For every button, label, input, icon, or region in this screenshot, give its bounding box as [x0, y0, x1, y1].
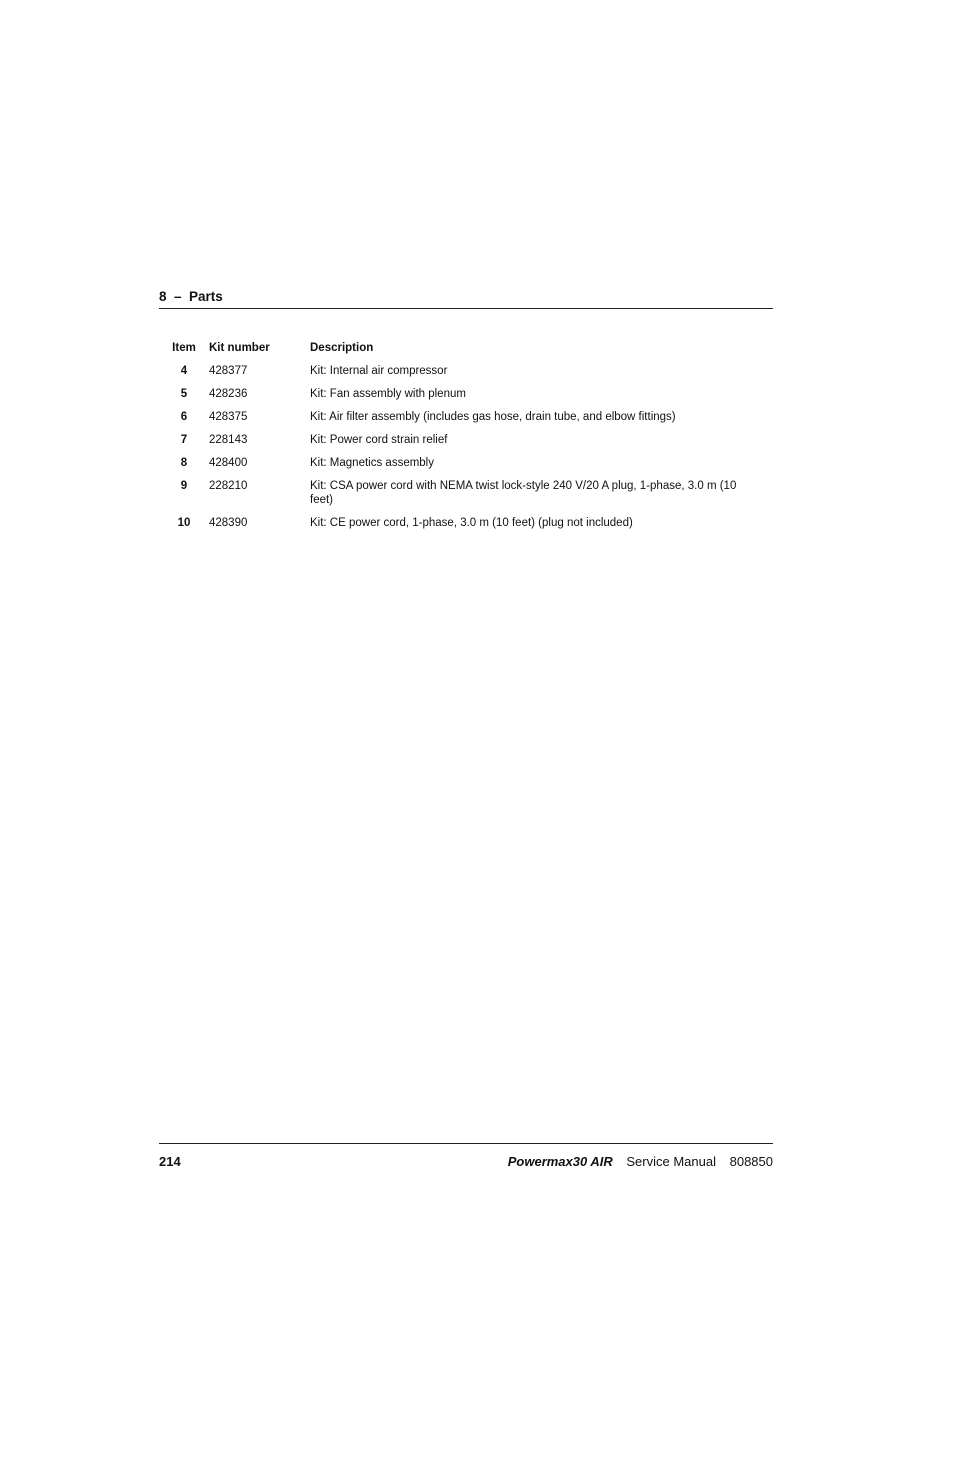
column-header-item: Item: [172, 342, 196, 354]
product-name: Powermax30 AIR: [507, 1154, 613, 1169]
footer-document-info: [508, 1154, 773, 1169]
manual-type: Service Manual: [626, 1154, 716, 1169]
description: Kit: CE power cord, 1-phase, 3.0 m (10 feet) (plug not included): [310, 517, 633, 529]
item-number: 7: [180, 434, 188, 446]
table-row: [159, 516, 749, 539]
kit-number: 428390: [209, 517, 248, 529]
kit-number: 428377: [209, 365, 248, 377]
item-number: 8: [180, 457, 188, 469]
kit-number: 428400: [209, 457, 248, 469]
parts-table: [159, 341, 749, 539]
item-number: 9: [180, 480, 188, 492]
table-row: [159, 433, 749, 456]
column-header-description: Description: [310, 342, 374, 354]
description: Kit: Magnetics assembly: [310, 457, 434, 469]
table-row: [159, 364, 749, 387]
item-number: 6: [180, 411, 188, 423]
description: Kit: Internal air compressor: [310, 365, 448, 377]
description: Kit: Fan assembly with plenum: [310, 388, 466, 400]
kit-number: 428236: [209, 388, 248, 400]
description: Kit: Air filter assembly (includes gas hose, drain tube, and elbow fittings): [310, 411, 676, 423]
column-header-kit-number: Kit number: [209, 342, 270, 354]
table-header-row: [159, 341, 749, 364]
table-row: [159, 456, 749, 479]
item-number: 4: [180, 365, 188, 377]
document-number: 808850: [729, 1154, 773, 1169]
table-row: [159, 387, 749, 410]
table-row: [159, 410, 749, 433]
kit-number: 228210: [209, 480, 248, 492]
kit-number: 428375: [209, 411, 248, 423]
description: Kit: Power cord strain relief: [310, 434, 448, 446]
page-header: [159, 288, 773, 309]
item-number: 10: [177, 517, 191, 529]
description: Kit: CSA power cord with NEMA twist lock-style 240 V/20 A plug, 1-phase, 3.0 m (10 feet): [310, 480, 737, 506]
table-row: [159, 479, 749, 516]
kit-number: 228143: [209, 434, 248, 446]
page-footer: [159, 1143, 773, 1174]
page-number: 214: [159, 1154, 181, 1169]
section-title: 8 – Parts: [159, 289, 223, 304]
item-number: 5: [180, 388, 188, 400]
